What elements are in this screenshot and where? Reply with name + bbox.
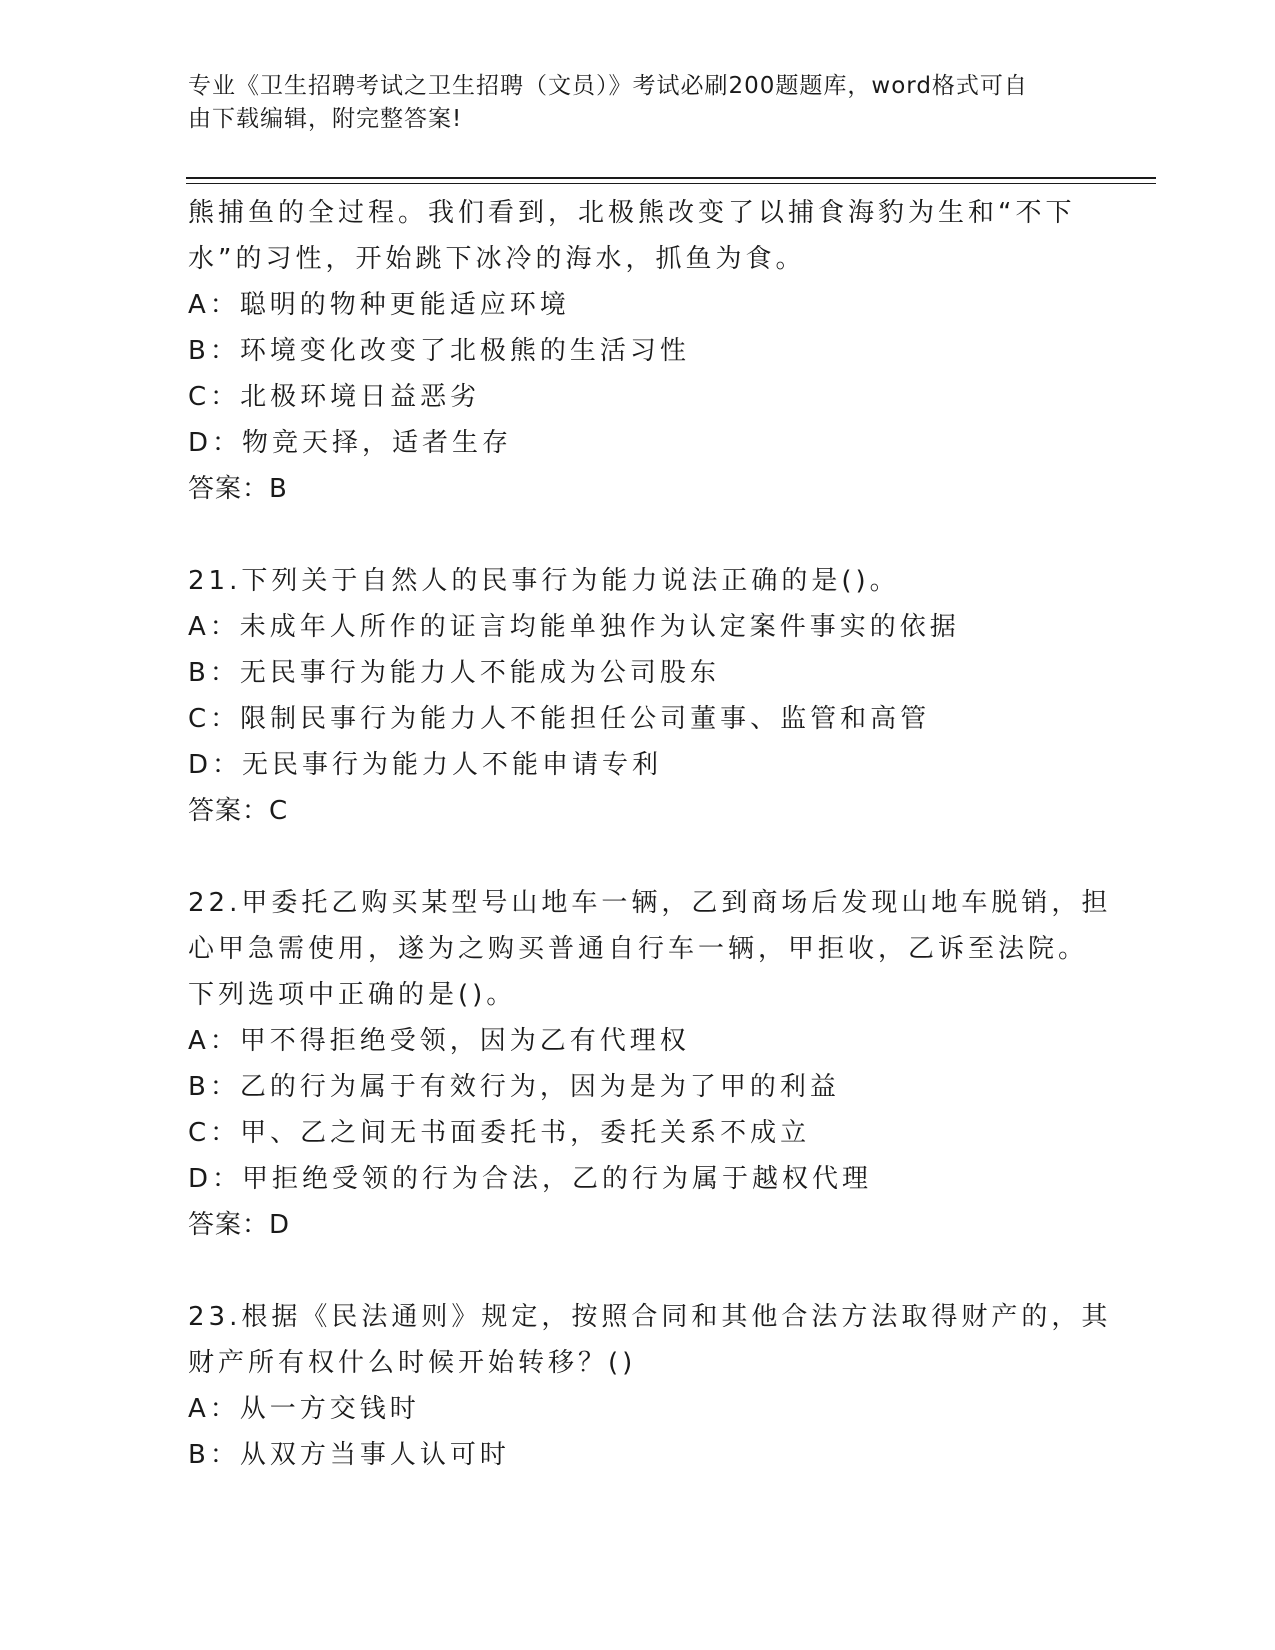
option-b: B：无民事行为能力人不能成为公司股东 [188, 658, 720, 688]
spacer [188, 834, 1088, 880]
spacer [188, 1248, 1088, 1294]
header-divider-thick [186, 177, 1156, 179]
option-c: C：甲、乙之间无书面委托书，委托关系不成立 [188, 1118, 811, 1148]
option-a: A：未成年人所作的证言均能单独作为认定案件事实的依据 [188, 612, 960, 642]
question-continued [188, 190, 1088, 512]
question-stem-line: 21.下列关于自然人的民事行为能力说法正确的是()。 [188, 566, 900, 596]
option-b: B：环境变化改变了北极熊的生活习性 [188, 336, 690, 366]
question-stem-line: 熊捕鱼的全过程。我们看到，北极熊改变了以捕食海豹为生和“不下 [188, 198, 1076, 228]
header-line-2: 由下载编辑，附完整答案! [188, 106, 463, 132]
question-stem-line: 22.甲委托乙购买某型号山地车一辆，乙到商场后发现山地车脱销，担 [188, 888, 1112, 918]
option-c: C：北极环境日益恶劣 [188, 382, 481, 412]
question-stem-line: 23.根据《民法通则》规定，按照合同和其他合法方法取得财产的，其 [188, 1302, 1112, 1332]
option-c: C：限制民事行为能力人不能担任公司董事、监管和高管 [188, 704, 931, 734]
option-b: B：乙的行为属于有效行为，因为是为了甲的利益 [188, 1072, 840, 1102]
question-21 [188, 558, 1088, 834]
question-stem-line: 财产所有权什么时候开始转移？() [188, 1348, 637, 1378]
option-a: A：甲不得拒绝受领，因为乙有代理权 [188, 1026, 690, 1056]
option-d: D：物竞天择，适者生存 [188, 428, 513, 458]
question-list [188, 190, 1112, 1478]
spacer [188, 512, 1088, 558]
answer-label: 答案：C [188, 796, 289, 826]
option-d: D：无民事行为能力人不能申请专利 [188, 750, 663, 780]
document-header [188, 70, 1068, 136]
question-stem-line: 心甲急需使用，遂为之购买普通自行车一辆，甲拒收，乙诉至法院。 [188, 934, 1089, 964]
question-22 [188, 880, 1112, 1248]
answer-label: 答案：B [188, 474, 288, 504]
question-23 [188, 1294, 1112, 1478]
option-a: A：从一方交钱时 [188, 1394, 420, 1424]
option-b: B：从双方当事人认可时 [188, 1440, 510, 1470]
question-stem-line: 水”的习性，开始跳下冰冷的海水，抓鱼为食。 [188, 244, 806, 274]
header-line-1: 专业《卫生招聘考试之卫生招聘（文员）》考试必刷200题题库，word格式可自 [188, 73, 1028, 99]
option-d: D：甲拒绝受领的行为合法，乙的行为属于越权代理 [188, 1164, 873, 1194]
answer-label: 答案：D [188, 1210, 291, 1240]
question-stem-line: 下列选项中正确的是()。 [188, 980, 517, 1010]
option-a: A：聪明的物种更能适应环境 [188, 290, 570, 320]
header-divider-thin [186, 183, 1156, 184]
